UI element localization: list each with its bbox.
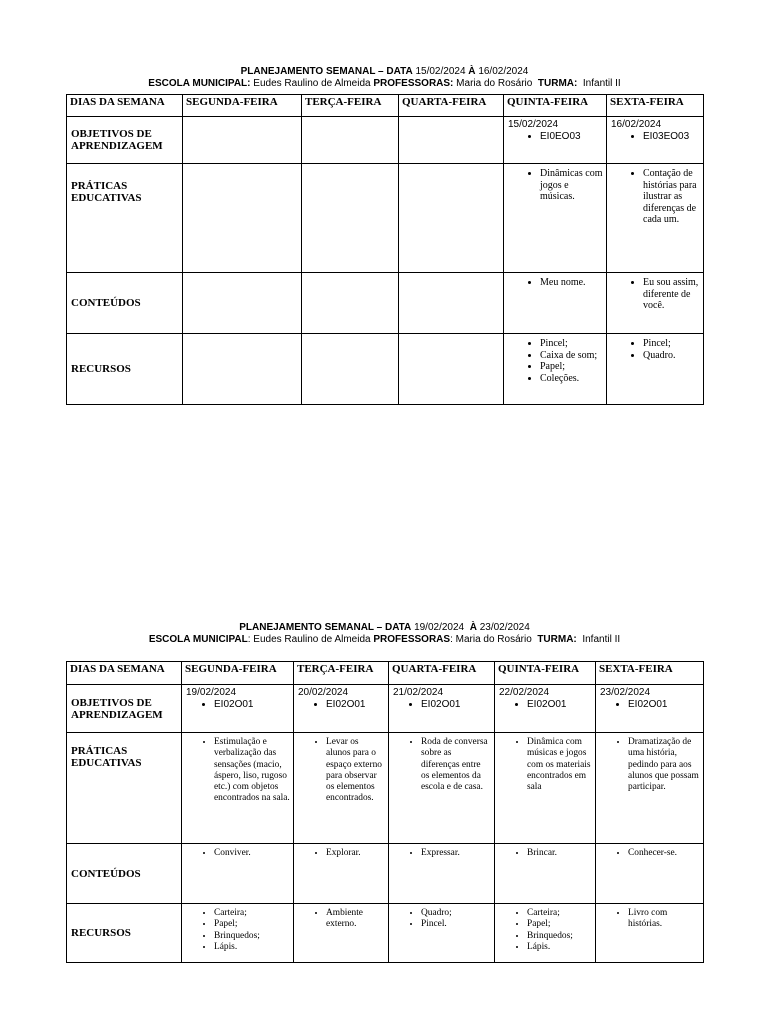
week1-plan [66,66,703,405]
list-item: • Pincel. [421,919,491,930]
week2-cell [182,733,294,844]
list-item: • Papel; [214,919,290,930]
week1-col-quarta: QUARTA-FEIRA [399,95,504,117]
week1-header-row [67,95,704,117]
week2-header-line2 [66,634,703,646]
list-item: • Roda de conversa sobre as diferenças entre os elementos da escola e de casa. [421,737,491,793]
week1-cell-sexta-recursos [607,334,704,405]
week2-row-label: RECURSOS [67,904,182,963]
week2-col-terca: TERÇA-FEIRA [294,662,389,685]
week2-row-label: PRÁTICAS EDUCATIVAS [67,733,182,844]
week1-cell-sexta-praticas [607,164,704,273]
list-item: • EI02O01 [628,699,703,711]
list-item: • Ambiente externo. [326,908,385,931]
week2-cell [596,685,704,733]
week1-row-objetivos [67,117,704,164]
week1-row-conteudos [67,273,704,334]
week2-col-dias: DIAS DA SEMANA [67,662,182,685]
list-item: • Quadro; [421,908,491,919]
list-item: • Eu sou assim, diferente de você. [643,277,700,312]
list-item: • EI0EO03 [540,131,606,143]
week2-class: Infantil II [582,634,621,645]
week1-row-label: OBJETIVOS DE APRENDIZAGEM [67,117,183,164]
list-item: • Levar os alunos para o espaço externo para observar os elementos encontrados. [326,737,385,805]
cell-date: 20/02/2024 [298,687,349,698]
week2-cell [596,844,704,904]
week1-title: PLANEJAMENTO SEMANAL – DATA [240,66,413,77]
week2-cell [495,733,596,844]
week1-class: Infantil II [582,78,621,89]
week1-date-end: 16/02/2024 [478,66,529,77]
week1-school: Eudes Raulino de Almeida [253,78,371,89]
list-item: • EI02O01 [527,699,595,711]
week1-table [66,94,704,405]
cell-date: 15/02/2024 [508,119,559,130]
week1-cell [399,117,504,164]
week2-cell [596,733,704,844]
week2-row-objetivos [67,685,704,733]
list-item: • EI02O01 [421,699,494,711]
week2-cell [389,733,495,844]
week1-cell [302,273,399,334]
week2-cell [294,844,389,904]
week1-cell [399,164,504,273]
week2-date-end: 23/02/2024 [479,622,530,633]
list-item: • Brincar. [527,848,592,859]
list-item: • Conhecer-se. [628,848,700,859]
week1-cell-quinta-recursos [504,334,607,405]
week1-date-start: 15/02/2024 [415,66,466,77]
list-item: • Coleções. [540,373,603,385]
week2-class-label: TURMA: [537,634,577,645]
week2-col-sexta: SEXTA-FEIRA [596,662,704,685]
week2-school: : Eudes Raulino de Almeida [247,634,371,645]
week2-cell [182,844,294,904]
week2-cell [495,904,596,963]
list-item: • Dinâmicas com jogos e músicas. [540,168,603,203]
week2-title: PLANEJAMENTO SEMANAL – DATA [239,622,412,633]
week2-cell [294,904,389,963]
week1-row-label: RECURSOS [67,334,183,405]
week2-cell [294,685,389,733]
week1-row-label: CONTEÚDOS [67,273,183,334]
week2-cell [294,733,389,844]
list-item: • Estimulação e verbalização das sensações (macio, áspero, liso, rugoso etc.) com objetos encontrados na sala. [214,737,290,805]
list-item: • Pincel; [540,338,603,350]
week1-row-recursos [67,334,704,405]
list-item: • Brinquedos; [214,931,290,942]
week1-cell [183,334,302,405]
week1-school-label: ESCOLA MUNICIPAL: [148,78,251,89]
list-item: • EI02O01 [326,699,388,711]
week1-cell-sexta-objetivos [607,117,704,164]
week1-header-line2 [66,78,703,90]
cell-date: 19/02/2024 [186,687,237,698]
week2-cell [495,685,596,733]
week1-teachers-label: PROFESSORAS: [373,78,454,89]
week2-col-quarta: QUARTA-FEIRA [389,662,495,685]
week1-header-line1 [66,66,703,78]
week1-col-sexta: SEXTA-FEIRA [607,95,704,117]
cell-date: 22/02/2024 [499,687,550,698]
week1-cell [302,334,399,405]
cell-date: 16/02/2024 [611,119,662,130]
list-item: • Meu nome. [540,277,603,289]
week2-row-recursos [67,904,704,963]
week2-cell [596,904,704,963]
week1-cell-quinta-praticas [504,164,607,273]
week1-cell-sexta-conteudos [607,273,704,334]
week1-col-dias: DIAS DA SEMANA [67,95,183,117]
week2-cell [389,685,495,733]
week2-cell [495,844,596,904]
week1-class-label: TURMA: [537,78,578,89]
week2-cell [182,904,294,963]
list-item: • Quadro. [643,350,700,362]
week1-col-quinta: QUINTA-FEIRA [504,95,607,117]
list-item: • Explorar. [326,848,385,859]
week1-cell-quinta-conteudos [504,273,607,334]
week2-teachers: : Maria do Rosário [450,634,532,645]
week1-cell [183,117,302,164]
list-item: • Caixa de som; [540,350,603,362]
week2-cell [389,904,495,963]
list-item: • Pincel; [643,338,700,350]
week1-row-praticas [67,164,704,273]
week1-cell [399,334,504,405]
list-item: • Dinâmica com músicas e jogos com os materiais encontrados em sala [527,737,592,793]
week2-row-label: CONTEÚDOS [67,844,182,904]
list-item: • Carteira; [214,908,290,919]
week2-col-quinta: QUINTA-FEIRA [495,662,596,685]
week2-cell [182,685,294,733]
cell-date: 23/02/2024 [600,687,651,698]
week2-cell [389,844,495,904]
week2-row-conteudos [67,844,704,904]
list-item: • Conviver. [214,848,290,859]
list-item: • Livro com histórias. [628,908,700,931]
week1-cell-quinta-objetivos [504,117,607,164]
week2-plan [66,622,703,963]
week1-cell [302,164,399,273]
list-item: • EI02O01 [214,699,293,711]
list-item: • EI03EO03 [643,131,703,143]
list-item: • Dramatização de uma história, pedindo para aos alunos que possam participar. [628,737,700,793]
list-item: • Papel; [527,919,592,930]
week2-header-line1 [66,622,703,634]
week2-col-segunda: SEGUNDA-FEIRA [182,662,294,685]
list-item: • Lápis. [527,942,592,953]
list-item: • Carteira; [527,908,592,919]
list-item: • Papel; [540,361,603,373]
week1-cell [183,164,302,273]
list-item: • Brinquedos; [527,931,592,942]
week2-header-row [67,662,704,685]
cell-date: 21/02/2024 [393,687,444,698]
week1-teachers: Maria do Rosário [456,78,533,89]
list-item: • Contação de histórias para ilustrar as diferenças de cada um. [643,168,700,226]
week1-cell [183,273,302,334]
week2-date-start: 19/02/2024 [414,622,465,633]
week2-date-separator: À [469,622,477,633]
week1-cell [302,117,399,164]
week1-cell [399,273,504,334]
week1-col-terca: TERÇA-FEIRA [302,95,399,117]
week2-school-label: ESCOLA MUNICIPAL [148,634,248,645]
week2-teachers-label: PROFESSORAS [373,634,451,645]
week2-table [66,661,704,963]
week1-col-segunda: SEGUNDA-FEIRA [183,95,302,117]
week1-row-label: PRÁTICAS EDUCATIVAS [67,164,183,273]
week2-row-praticas [67,733,704,844]
week1-date-separator: À [468,66,476,77]
week2-row-label: OBJETIVOS DE APRENDIZAGEM [67,685,182,733]
list-item: • Expressar. [421,848,491,859]
list-item: • Lápis. [214,942,290,953]
